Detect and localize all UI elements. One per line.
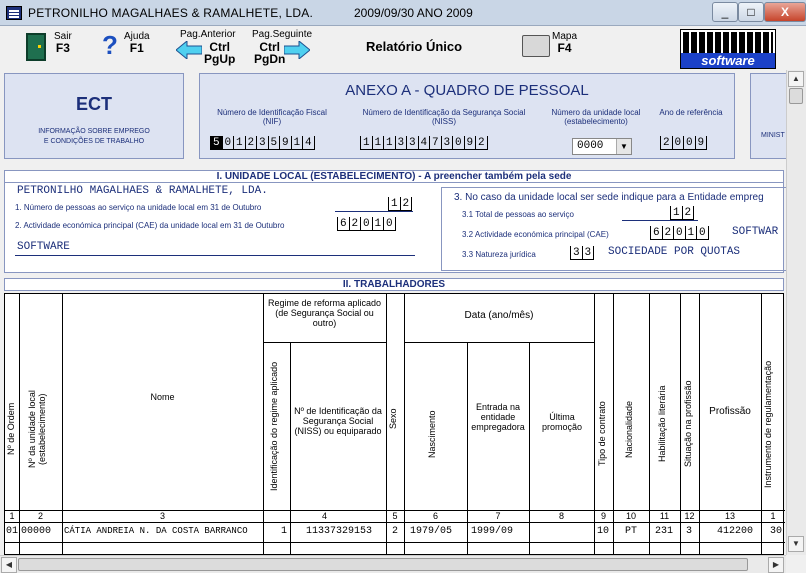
- q1-input[interactable]: [388, 197, 412, 211]
- ministry-panel: [750, 73, 786, 159]
- col-number: 11: [659, 511, 670, 521]
- horizontal-scrollbar[interactable]: [0, 555, 786, 573]
- digit-cell[interactable]: 2: [683, 206, 695, 219]
- scroll-down-icon[interactable]: ▼: [788, 536, 804, 552]
- digit-cell[interactable]: 0: [223, 136, 235, 149]
- header-regime-id: Identificação do regime aplicado: [269, 361, 279, 491]
- digit-cell[interactable]: 2: [476, 136, 488, 149]
- header-order: Nº de Ordem: [6, 402, 16, 456]
- digit-cell[interactable]: 0: [361, 217, 373, 230]
- row-birth[interactable]: 1979/05: [410, 526, 453, 537]
- digit-cell[interactable]: 4: [303, 136, 315, 149]
- digit-cell[interactable]: 3: [583, 246, 595, 259]
- q32-input[interactable]: [650, 226, 709, 240]
- help-key: F1: [129, 41, 144, 55]
- row-unit[interactable]: 00000: [21, 526, 52, 537]
- logo-text: software: [681, 53, 775, 68]
- digit-cell[interactable]: 1: [384, 136, 396, 149]
- digit-cell[interactable]: 1: [361, 136, 373, 149]
- digit-cell[interactable]: 2: [350, 217, 362, 230]
- header-situation: Situação na profissão: [683, 380, 693, 468]
- toolbar: [0, 27, 806, 69]
- row-order[interactable]: 01: [6, 526, 19, 537]
- col-number: 9: [600, 511, 606, 521]
- header-name: Nome: [150, 392, 175, 402]
- q33-label: 3.3 Natureza jurídica: [462, 250, 536, 259]
- row-contract[interactable]: 10: [597, 526, 610, 537]
- digit-cell[interactable]: 3: [442, 136, 454, 149]
- exit-button[interactable]: [24, 27, 84, 67]
- minimize-button[interactable]: _: [712, 2, 738, 22]
- company-name: PETRONILHO MAGALHAES & RAMALHETE, LDA.: [17, 185, 268, 197]
- row-name[interactable]: CÁTIA ANDREIA N. DA COSTA BARRANCO: [64, 526, 248, 536]
- digit-cell[interactable]: 1: [292, 136, 304, 149]
- q31-input[interactable]: [670, 206, 694, 220]
- q32-description[interactable]: SOFTWAR: [732, 226, 779, 238]
- scroll-thumb-horizontal[interactable]: [18, 558, 748, 571]
- map-button[interactable]: [520, 27, 580, 67]
- digit-cell[interactable]: 2: [246, 136, 258, 149]
- digit-cell[interactable]: 2: [661, 136, 673, 149]
- map-label: Mapa: [552, 31, 578, 42]
- col-number: 6: [432, 511, 438, 521]
- digit-cell[interactable]: 0: [673, 136, 685, 149]
- digit-cell[interactable]: 1: [373, 136, 385, 149]
- digit-cell[interactable]: 0: [453, 136, 465, 149]
- row-entry[interactable]: 1999/09: [471, 526, 514, 537]
- section-1-body: [4, 183, 784, 273]
- col-number: 3: [159, 511, 165, 521]
- digit-cell[interactable]: 6: [338, 217, 350, 230]
- header-habilitation: Habilitação literária: [657, 385, 667, 463]
- header-niss: Nº de Identificação da Segurança Social (NISS) ou equiparado: [294, 406, 382, 436]
- header-contract: Tipo de contrato: [597, 401, 607, 467]
- row-instrument[interactable]: 30: [770, 526, 783, 537]
- header-profession: Profissão: [709, 406, 751, 417]
- window-title: PETRONILHO MAGALHAES & RAMALHETE, LDA.: [28, 5, 314, 20]
- col-number: 8: [558, 511, 564, 521]
- help-icon: ?: [102, 30, 118, 60]
- digit-cell[interactable]: 1: [389, 197, 401, 210]
- digit-cell[interactable]: 7: [430, 136, 442, 149]
- software-logo: [680, 29, 776, 69]
- annex-title: ANEXO A - QUADRO DE PESSOAL: [345, 82, 589, 99]
- unit-label: Número da unidade local (estabelecimento): [551, 108, 641, 126]
- digit-cell[interactable]: 3: [257, 136, 269, 149]
- nif-input[interactable]: [210, 136, 315, 150]
- niss-input[interactable]: [360, 136, 488, 150]
- q2-label: 2. Actividade económica principal (CAE) da unidade local em 31 de Outubro: [15, 221, 285, 230]
- digit-cell[interactable]: 3: [396, 136, 408, 149]
- col-number: 4: [321, 511, 327, 521]
- digit-cell[interactable]: 2: [663, 226, 675, 239]
- q3-label: 3. No caso da unidade local ser sede indique para a Entidade empreg: [454, 192, 764, 203]
- prev-page-button[interactable]: [176, 27, 236, 67]
- scroll-right-icon[interactable]: ▶: [768, 557, 784, 573]
- row-niss[interactable]: 11337329153: [306, 526, 373, 537]
- printer-icon: [522, 35, 550, 57]
- exit-label: Sair: [54, 31, 72, 42]
- header-regime: Regime de reforma aplicado (de Segurança Social ou outro): [267, 298, 382, 328]
- digit-cell[interactable]: 4: [419, 136, 431, 149]
- workers-table: [4, 293, 784, 555]
- map-key: F4: [557, 41, 572, 55]
- digit-cell[interactable]: 3: [407, 136, 419, 149]
- digit-cell[interactable]: 0: [684, 136, 696, 149]
- row-regime[interactable]: 1: [281, 526, 288, 537]
- window-date: 2009/09/30 ANO 2009: [354, 5, 473, 20]
- digit-cell[interactable]: 2: [401, 197, 413, 210]
- digit-cell[interactable]: 0: [674, 226, 686, 239]
- header-birth: Nascimento: [427, 410, 437, 458]
- section-1-sede-box: [441, 187, 786, 271]
- digit-cell[interactable]: 1: [686, 226, 698, 239]
- q1-label: 1. Número de pessoas ao serviço na unidade local em 31 de Outubro: [15, 203, 262, 212]
- digit-cell[interactable]: 5: [269, 136, 281, 149]
- year-input[interactable]: [660, 136, 707, 150]
- vertical-scrollbar[interactable]: [786, 70, 806, 555]
- exit-key: F3: [55, 41, 70, 55]
- nif-label: Número de Identificação Fiscal (NIF): [217, 108, 327, 126]
- close-button[interactable]: X: [764, 2, 806, 22]
- q2-input[interactable]: [337, 217, 396, 231]
- door-icon: [26, 33, 46, 61]
- digit-cell[interactable]: 9: [696, 136, 708, 149]
- ect-title: ECT: [76, 94, 112, 114]
- section-1-title: I. UNIDADE LOCAL (ESTABELECIMENTO) - A preencher também pela sede: [4, 170, 784, 183]
- form-content: [0, 70, 786, 555]
- row-situation[interactable]: 3: [686, 526, 693, 537]
- header-instrument: Instrumento de regulamentação: [763, 360, 773, 488]
- help-button[interactable]: [100, 27, 160, 67]
- col-number: 5: [392, 511, 398, 521]
- digit-cell[interactable]: 9: [280, 136, 292, 149]
- section-2-title: II. TRABALHADORES: [4, 278, 784, 291]
- next-key1: Ctrl: [259, 40, 280, 54]
- col-number: 10: [625, 511, 636, 521]
- digit-cell[interactable]: 0: [697, 226, 709, 239]
- q31-label: 3.1 Total de pessoas ao serviço: [462, 210, 574, 219]
- digit-cell[interactable]: 0: [384, 217, 396, 230]
- annex-panel: [199, 73, 735, 159]
- niss-label: Número de Identificação da Segurança Social (NISS): [362, 108, 526, 126]
- digit-cell[interactable]: 6: [651, 226, 663, 239]
- col-number: 1: [9, 511, 15, 521]
- scroll-thumb[interactable]: [789, 88, 803, 104]
- col-number: 12: [684, 511, 695, 521]
- digit-cell[interactable]: 3: [571, 246, 583, 259]
- help-label: Ajuda: [124, 31, 150, 42]
- digit-cell[interactable]: 9: [465, 136, 477, 149]
- ect-panel: [4, 73, 184, 159]
- ect-subtitle-1: INFORMAÇÃO SOBRE EMPREGO: [38, 128, 150, 135]
- header-nationality: Nacionalidade: [624, 400, 634, 458]
- q2-description[interactable]: SOFTWARE: [17, 241, 70, 253]
- row-nationality[interactable]: PT: [625, 526, 638, 537]
- next-page-button[interactable]: [250, 27, 312, 67]
- row-profession[interactable]: 412200: [717, 526, 754, 537]
- ministry-label: MINIST: [761, 132, 785, 139]
- digit-cell[interactable]: 1: [234, 136, 246, 149]
- scroll-left-icon[interactable]: ◀: [1, 557, 17, 573]
- next-label: Pag.Seguinte: [252, 29, 313, 40]
- col-number: 2: [37, 511, 43, 521]
- digit-cell[interactable]: 1: [373, 217, 385, 230]
- q33-description[interactable]: SOCIEDADE POR QUOTAS: [608, 246, 741, 258]
- next-key2: PgDn: [254, 52, 286, 66]
- unit-value: 0000: [577, 140, 604, 152]
- app-icon: [6, 6, 22, 20]
- title-bar: [0, 0, 806, 26]
- col-number: 13: [724, 511, 735, 521]
- maximize-button[interactable]: □: [738, 2, 764, 22]
- ect-subtitle-2: E CONDIÇÕES DE TRABALHO: [43, 138, 145, 145]
- header-promo: Última promoção: [541, 412, 583, 432]
- prev-label: Pag.Anterior: [180, 29, 236, 40]
- unit-select[interactable]: [572, 138, 632, 155]
- report-title: Relatório Único: [366, 39, 463, 54]
- year-label: Ano de referência: [659, 108, 723, 117]
- digit-cell[interactable]: 5: [211, 136, 223, 149]
- row-sex[interactable]: 2: [392, 526, 399, 537]
- digit-cell[interactable]: 1: [671, 206, 683, 219]
- arrow-left-icon: [176, 41, 202, 59]
- prev-key1: Ctrl: [209, 40, 230, 54]
- prev-key2: PgUp: [204, 52, 236, 66]
- header-unit: Nº da unidade local (estabelecimento): [27, 390, 47, 468]
- header-date: Data (ano/mês): [464, 310, 534, 321]
- chevron-down-icon[interactable]: ▼: [616, 139, 631, 154]
- scroll-up-icon[interactable]: ▲: [788, 71, 804, 87]
- col-number: 1: [770, 511, 776, 521]
- q33-input[interactable]: [570, 246, 594, 260]
- header-entry: Entrada na entidade empregadora: [471, 402, 525, 432]
- row-habilitation[interactable]: 231: [655, 526, 674, 537]
- q32-label: 3.2 Actividade económica principal (CAE): [462, 230, 609, 239]
- arrow-right-icon: [284, 41, 310, 59]
- col-number: 7: [495, 511, 501, 521]
- header-sex: Sexo: [388, 408, 398, 430]
